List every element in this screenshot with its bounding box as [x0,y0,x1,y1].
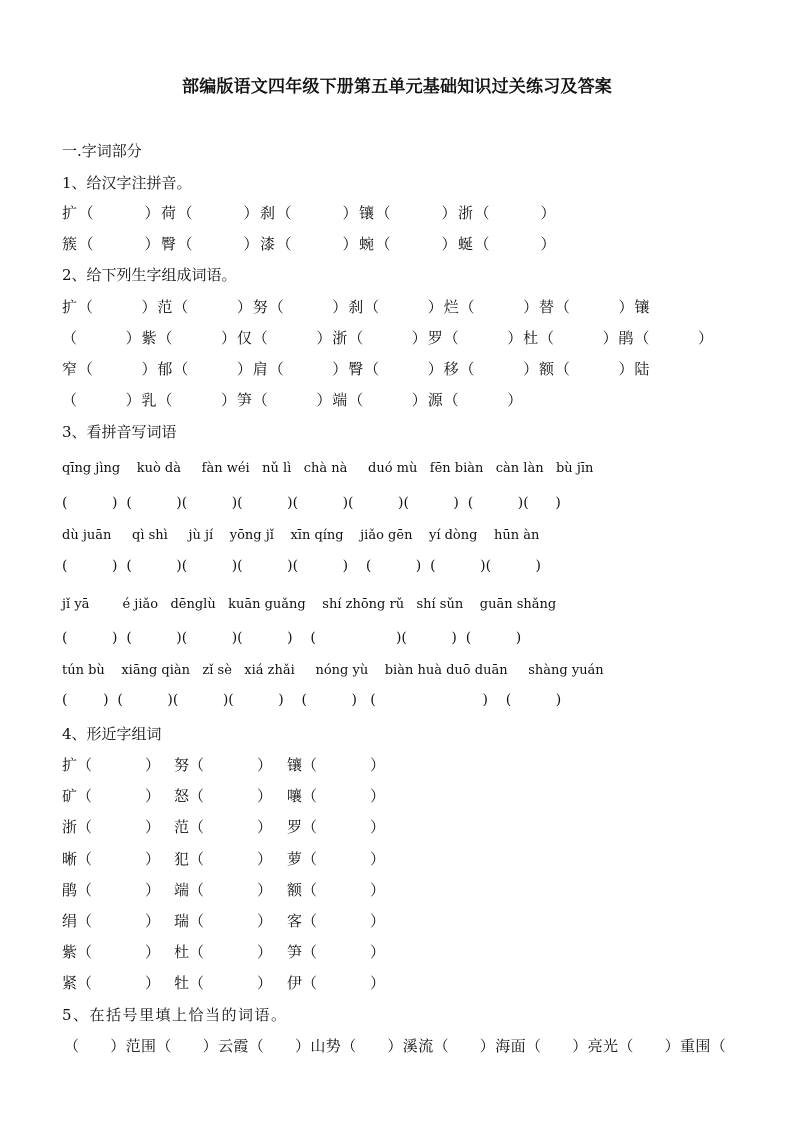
close-paren: ） [145,818,161,837]
character-with-open-paren: 晰（ [62,849,93,868]
question-1-heading: 1、给汉字注拼音。 [62,174,192,192]
character-with-open-paren: 怒（ [174,787,205,806]
close-paren: ） [145,880,161,899]
section-heading: 一.字词部分 [62,142,142,160]
character-with-open-paren: 萝（ [287,849,318,868]
question-2-row-1: 扩（ ）范（ ）努（ ）刹（ ）烂（ ）替（ ）镶 [62,298,651,316]
question-5-row-1: （ ）范围（ ）云霞（ ）山势（ ）溪流（ ）海面（ ）亮光（ ）重围（ [64,1037,727,1055]
character-with-open-paren: 紧（ [62,974,93,993]
character-with-open-paren: 嚷（ [287,787,318,806]
character-with-open-paren: 绢（ [62,912,93,930]
question-2-row-4: （ ）乳（ ）笋（ ）端（ ）源（ ） [62,391,524,409]
close-paren: ） [257,818,273,837]
character-with-open-paren: 鹃（ [62,880,93,899]
close-paren: ） [257,849,273,868]
character-with-open-paren: 瑞（ [174,912,205,930]
character-with-open-paren: 客（ [287,912,318,930]
answer-parens-row-2: ( ) ( )( )( )( ) ( ) ( )( ) [62,558,542,574]
close-paren: ） [145,912,161,930]
character-with-open-paren: 范（ [174,818,205,837]
close-paren: ） [145,756,161,774]
close-paren: ） [370,943,386,962]
question-1-row-1: 扩（ ）荷（ ）刹（ ）镶（ ）浙（ ） [62,204,558,222]
page-title: 部编版语文四年级下册第五单元基础知识过关练习及答案 [182,77,612,97]
question-2-row-3: 窄（ ）郁（ ）肩（ ）臀（ ）移（ ）额（ ）陆 [62,360,651,378]
question-4-heading: 4、形近字组词 [62,725,162,743]
question-2-heading: 2、给下列生字组成词语。 [62,266,237,284]
pinyin-row-3: jǐ yā é jiǎo dēnglù kuān guǎng shí zhōng rǔ shí sǔn guān shǎng [62,597,557,612]
pinyin-row-4: tún bù xiāng qiàn zǐ sè xiá zhǎi nóng yù biàn huà duō duān shàng yuán [62,663,604,678]
character-with-open-paren: 伊（ [287,974,318,993]
character-with-open-paren: 额（ [287,880,318,899]
character-with-open-paren: 端（ [174,880,205,899]
close-paren: ） [145,943,161,962]
close-paren: ） [145,974,161,993]
question-5-heading: 5、在括号里填上恰当的词语。 [62,1006,288,1024]
close-paren: ） [370,849,386,868]
close-paren: ） [370,880,386,899]
close-paren: ） [145,849,161,868]
close-paren: ） [257,756,273,774]
close-paren: ） [257,787,273,806]
close-paren: ） [370,912,386,930]
answer-parens-row-3: ( ) ( )( )( ) ( )( ) ( ) [62,630,522,646]
character-with-open-paren: 镶（ [287,756,318,774]
answer-parens-row-1: ( ) ( )( )( )( )( )( ) ( )( ) [62,495,561,511]
character-with-open-paren: 矿（ [62,787,93,806]
character-with-open-paren: 犯（ [174,849,205,868]
close-paren: ） [370,787,386,806]
close-paren: ） [257,880,273,899]
character-with-open-paren: 浙（ [62,818,93,837]
pinyin-row-2: dù juān qì shì jù jí yōng jǐ xīn qíng jiǎo gēn yí dòng hūn àn [62,528,540,543]
question-2-row-2: （ ）紫（ ）仅（ ）浙（ ）罗（ ）杜（ ）鹃（ ） [62,329,714,347]
character-with-open-paren: 牡（ [174,974,205,993]
character-with-open-paren: 罗（ [287,818,318,837]
close-paren: ） [257,912,273,930]
character-with-open-paren: 扩（ [62,756,93,774]
close-paren: ） [370,974,386,993]
answer-parens-row-4: ( ) ( )( )( ) ( ) ( ) ( ) [62,692,562,708]
close-paren: ） [257,974,273,993]
question-1-row-2: 簇（ ）臀（ ）漆（ ）蜿（ ）蜒（ ） [62,235,558,253]
question-3-heading: 3、看拼音写词语 [62,423,177,441]
character-with-open-paren: 杜（ [174,943,205,962]
close-paren: ） [145,787,161,806]
close-paren: ） [257,943,273,962]
pinyin-row-1: qīng jìng kuò dà fàn wéi nǔ lì chà nà duó mù fēn biàn càn làn bù jīn [62,461,594,476]
close-paren: ） [370,756,386,774]
character-with-open-paren: 努（ [174,756,205,774]
character-with-open-paren: 紫（ [62,943,93,962]
close-paren: ） [370,818,386,837]
character-with-open-paren: 笋（ [287,943,318,962]
